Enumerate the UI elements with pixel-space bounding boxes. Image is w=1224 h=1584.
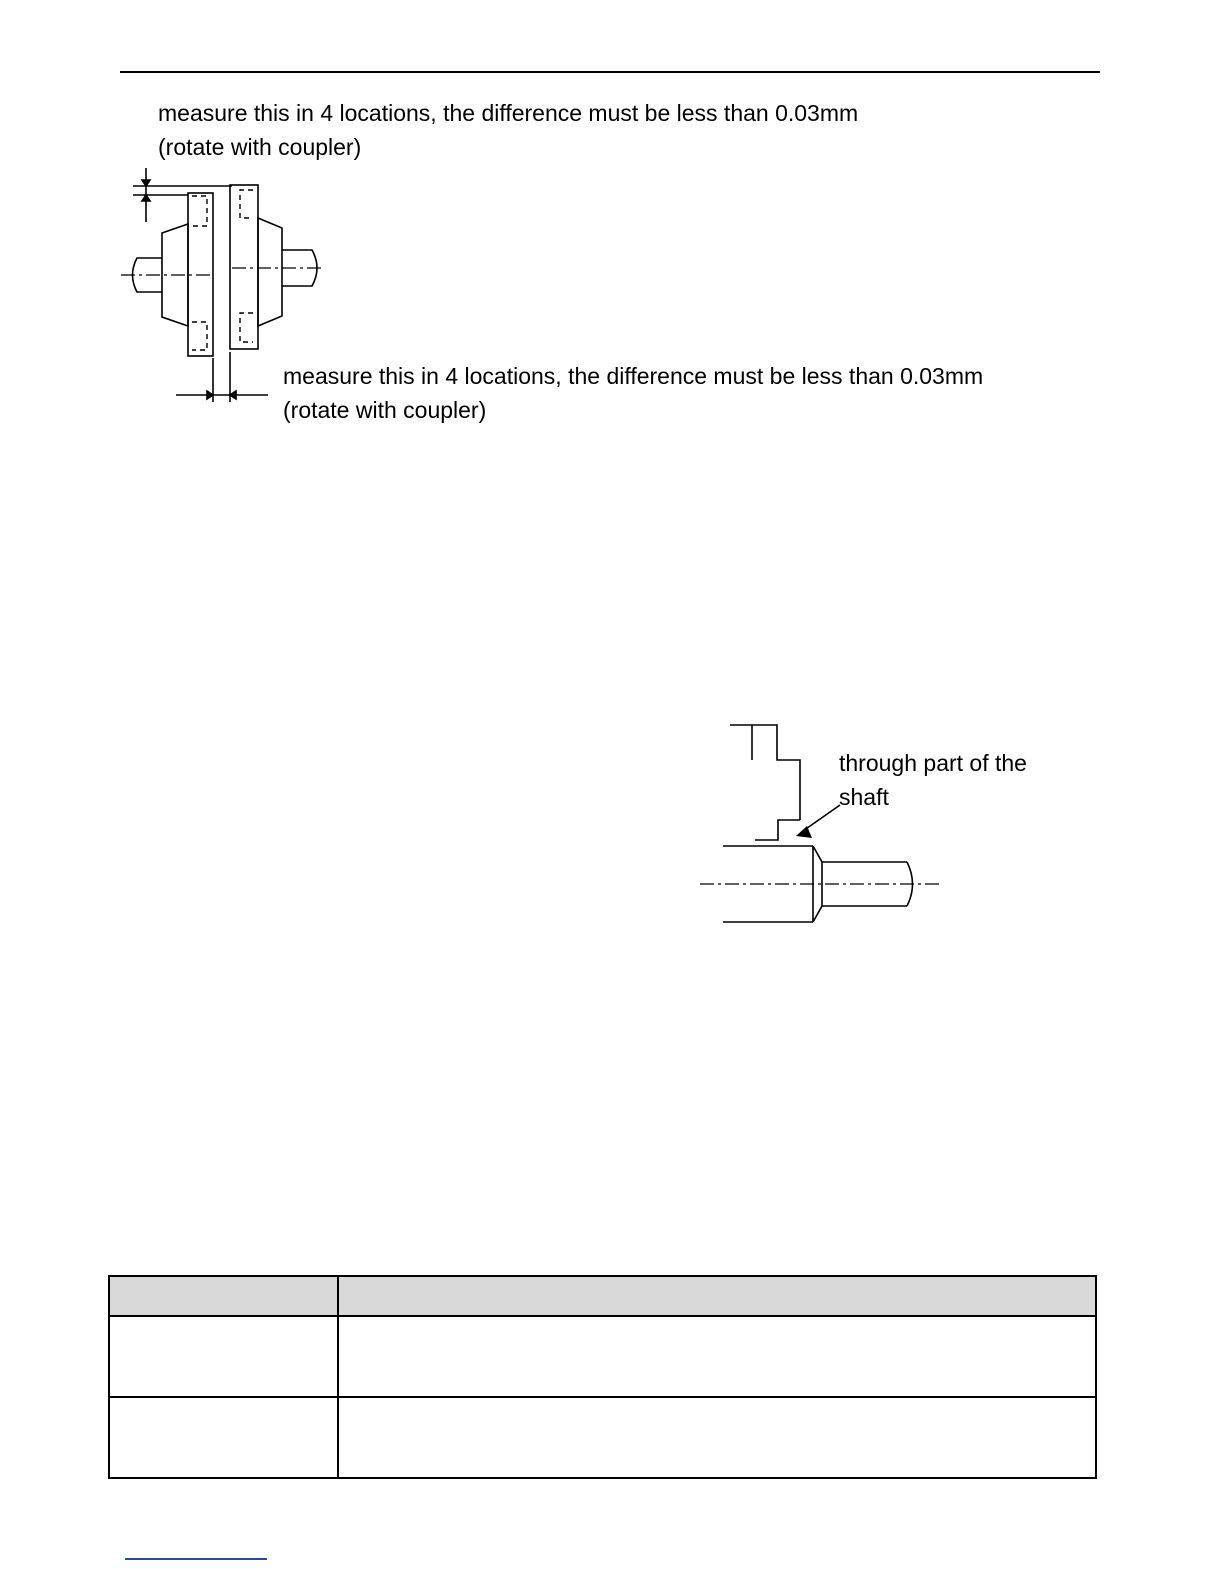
radial-note-line-2: (rotate with coupler) bbox=[158, 134, 362, 160]
table-row bbox=[109, 1397, 1096, 1478]
table-cell bbox=[109, 1316, 338, 1397]
table-cell bbox=[109, 1397, 338, 1478]
table-header-cell bbox=[109, 1276, 338, 1316]
table-cell bbox=[338, 1316, 1096, 1397]
shaft-note-line-1: through part of the bbox=[839, 750, 1027, 776]
leader-arrowhead bbox=[796, 826, 812, 838]
table-header-cell bbox=[338, 1276, 1096, 1316]
table-header-row bbox=[109, 1276, 1096, 1316]
radial-note-line-1: measure this in 4 locations, the difference must be less than 0.03mm bbox=[158, 100, 859, 126]
table-row bbox=[109, 1316, 1096, 1397]
shaft-note-line-2: shaft bbox=[839, 784, 889, 810]
table-cell bbox=[338, 1397, 1096, 1478]
specification-table bbox=[108, 1275, 1097, 1479]
footer-link-underline[interactable] bbox=[125, 1558, 267, 1560]
axial-note-line-1: measure this in 4 locations, the difference must be less than 0.03mm bbox=[283, 363, 984, 389]
axial-note-line-2: (rotate with coupler) bbox=[283, 397, 487, 423]
